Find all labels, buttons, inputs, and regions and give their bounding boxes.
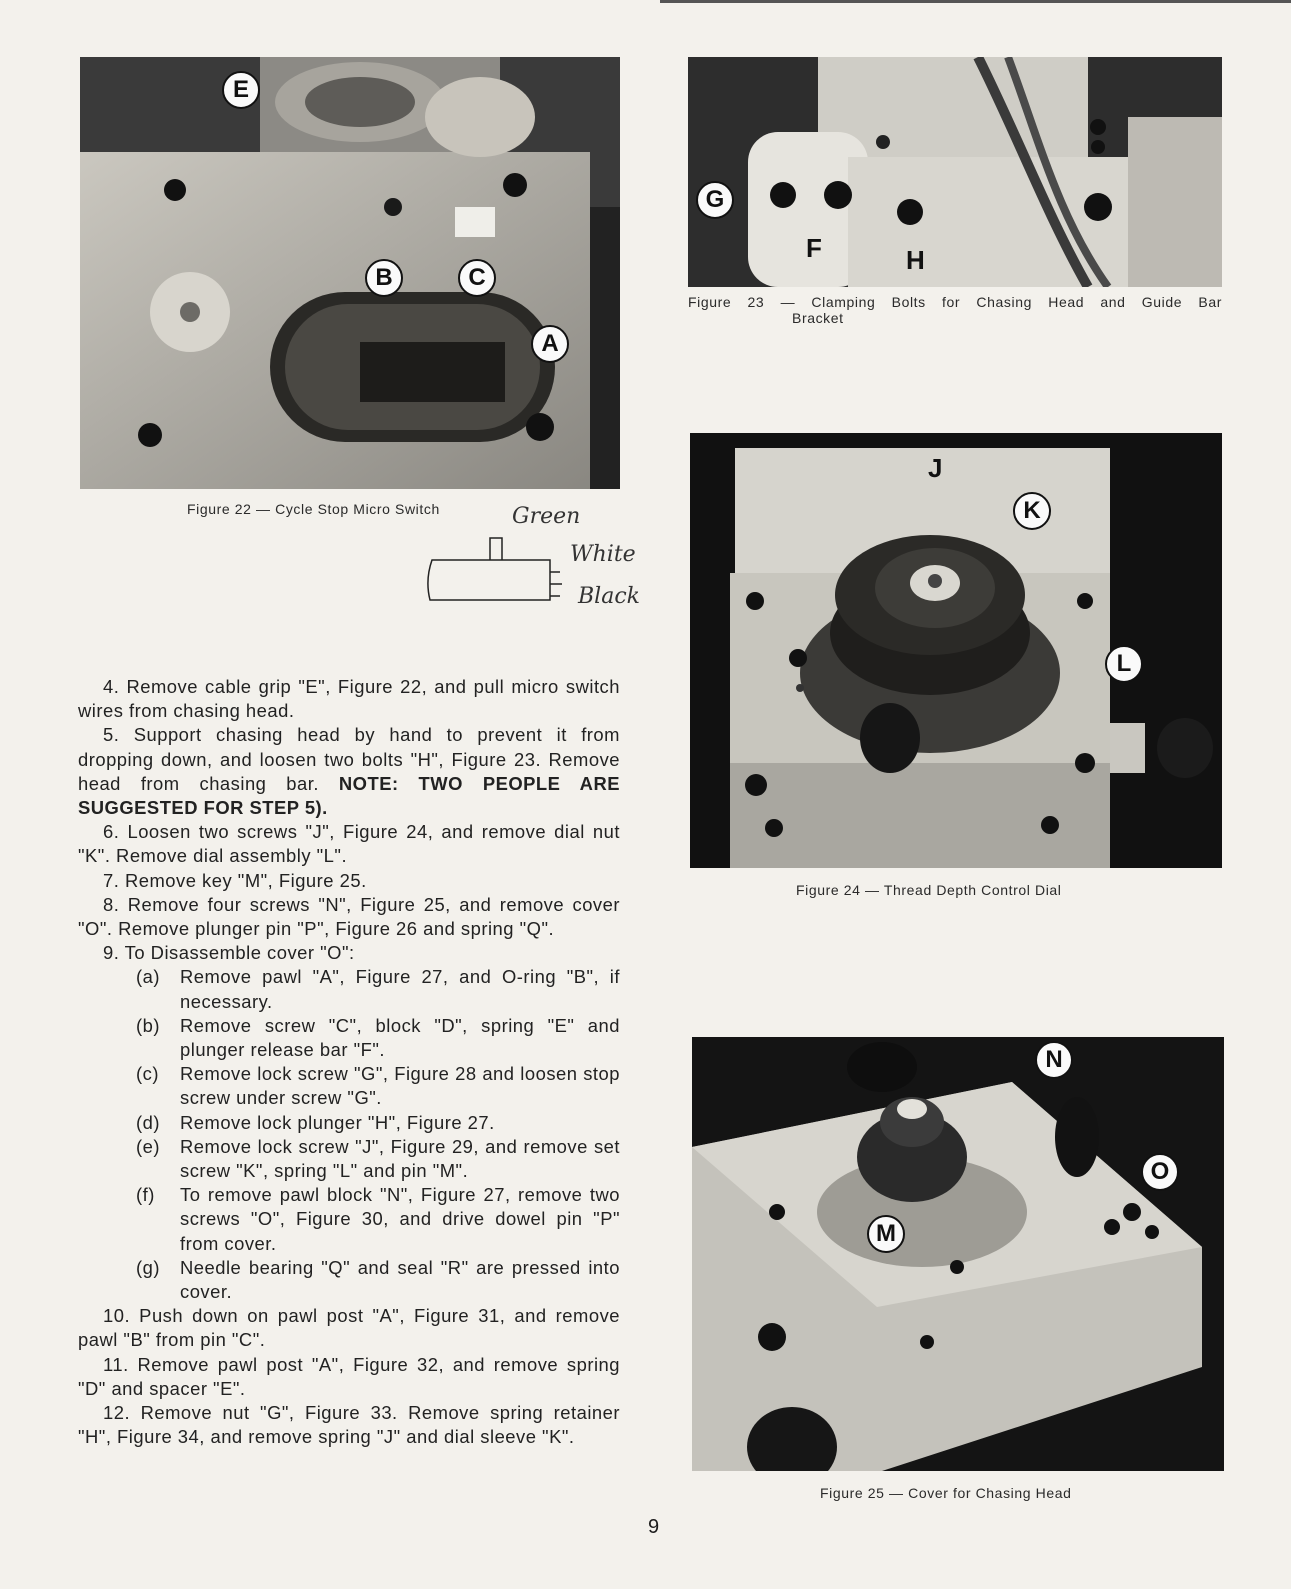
- label-f: F: [806, 233, 822, 263]
- substep-d: [136, 1111, 620, 1135]
- step-12: [78, 1401, 620, 1449]
- step-5: [78, 723, 620, 820]
- substep-text: Needle bearing "Q" and seal "R" are pressed into cover.: [180, 1256, 620, 1303]
- instruction-text: [78, 675, 620, 1450]
- step-9: [78, 941, 620, 965]
- step-8: [78, 893, 620, 941]
- substep-text: Remove lock screw "G", Figure 28 and loosen stop screw under screw "G".: [180, 1063, 620, 1109]
- callout-a: A: [531, 325, 569, 363]
- handwriting-green: Green: [512, 504, 581, 529]
- substep-text: Remove lock screw "J", Figure 29, and remove set screw "K", spring "L" and pin "M".: [180, 1135, 620, 1182]
- step-text: Remove pawl post "A", Figure 32, and remove spring "D" and spacer "E".: [78, 1353, 620, 1399]
- callout-g: G: [696, 181, 734, 219]
- substep-key: (f): [136, 1184, 155, 1206]
- substep-text: Remove lock plunger "H", Figure 27.: [180, 1111, 495, 1133]
- figure-22-caption: Figure 22 — Cycle Stop Micro Switch: [187, 501, 440, 517]
- callout-k: K: [1013, 492, 1051, 530]
- step-6: [78, 820, 620, 868]
- step-11: [78, 1353, 620, 1401]
- step-number: 8.: [103, 893, 120, 915]
- step-4: [78, 675, 620, 723]
- callout-e: E: [222, 71, 260, 109]
- substep-text: To remove pawl block "N", Figure 27, remove two screws "O", Figure 30, and drive dowel pin "P" from cover.: [180, 1184, 620, 1254]
- figure-23-caption-line1: Figure 23 — Clamping Bolts for Chasing Head and Guide Bar: [688, 294, 1222, 310]
- callout-l: L: [1105, 645, 1143, 683]
- step-10: [78, 1304, 620, 1352]
- substep-f: [136, 1183, 620, 1256]
- step-text: Remove four screws "N", Figure 25, and remove cover "O". Remove plunger pin "P", Figure 26 and spring "Q".: [78, 893, 620, 940]
- step-number: 11.: [103, 1353, 129, 1375]
- figure-22-photo: [80, 57, 620, 489]
- callout-m: M: [867, 1215, 905, 1253]
- step-text: To Disassemble cover "O":: [124, 942, 355, 964]
- handwriting-black: Black: [578, 584, 640, 609]
- substep-e: [136, 1135, 620, 1183]
- callout-c: C: [458, 259, 496, 297]
- step-text: Push down on pawl post "A", Figure 31, and remove pawl "B" from pin "C".: [78, 1305, 620, 1351]
- page-number: 9: [648, 1516, 660, 1538]
- step-text: Remove nut "G", Figure 33. Remove spring retainer "H", Figure 34, and remove spring "J" and dial sleeve "K".: [78, 1402, 620, 1448]
- figure-23-caption-line2: Bracket: [792, 310, 844, 326]
- figure-23-photo: [688, 57, 1222, 287]
- substep-key: (e): [136, 1135, 160, 1157]
- figure-24-caption: Figure 24 — Thread Depth Control Dial: [796, 882, 1062, 898]
- step-number: 6.: [103, 821, 120, 843]
- substep-key: (a): [136, 966, 160, 988]
- step-number: 9.: [103, 942, 120, 964]
- handwriting-white: White: [570, 542, 636, 567]
- step-text: Loosen two screws "J", Figure 24, and remove dial nut "K". Remove dial assembly "L".: [78, 821, 620, 867]
- substep-key: (d): [136, 1111, 160, 1133]
- step-number: 12.: [103, 1402, 131, 1424]
- step-number: 4.: [103, 676, 120, 697]
- substep-text: Remove pawl "A", Figure 27, and O-ring "B", if necessary.: [180, 966, 620, 1012]
- callout-o: O: [1141, 1153, 1179, 1191]
- substep-c: [136, 1062, 620, 1110]
- substep-g: [136, 1256, 620, 1304]
- figure-25-photo: [692, 1037, 1224, 1471]
- substep-text: Remove screw "C", block "D", spring "E" and plunger release bar "F".: [180, 1014, 620, 1061]
- step-number: 7.: [103, 869, 120, 891]
- substep-b: [136, 1014, 620, 1062]
- substep-key: (g): [136, 1256, 160, 1278]
- substep-key: (b): [136, 1014, 160, 1036]
- step-number: 10.: [103, 1305, 131, 1327]
- step-7: [78, 869, 620, 893]
- step-text: Remove key "M", Figure 25.: [124, 869, 367, 891]
- step-text: Support chasing head by hand to prevent it from dropping down, and loosen two bolts "H", Figure 23. Remove head from chasing bar.: [78, 724, 620, 794]
- top-rule: [660, 0, 1291, 3]
- label-j: J: [928, 453, 943, 483]
- step-text: Remove cable grip "E", Figure 22, and pull micro switch wires from chasing head.: [78, 676, 620, 722]
- handwritten-wiring-note: [420, 500, 660, 630]
- figure-25-caption: Figure 25 — Cover for Chasing Head: [820, 1485, 1072, 1501]
- figure-24-photo: [690, 433, 1222, 868]
- callout-n: N: [1035, 1041, 1073, 1079]
- figure-23-caption: [688, 294, 1222, 326]
- callout-b: B: [365, 259, 403, 297]
- step-number: 5.: [103, 724, 120, 746]
- label-h: H: [906, 245, 925, 275]
- substep-a: [136, 965, 620, 1013]
- substep-key: (c): [136, 1063, 159, 1085]
- step-note: NOTE: TWO PEOPLE ARE SUGGESTED FOR STEP 5).: [78, 772, 620, 819]
